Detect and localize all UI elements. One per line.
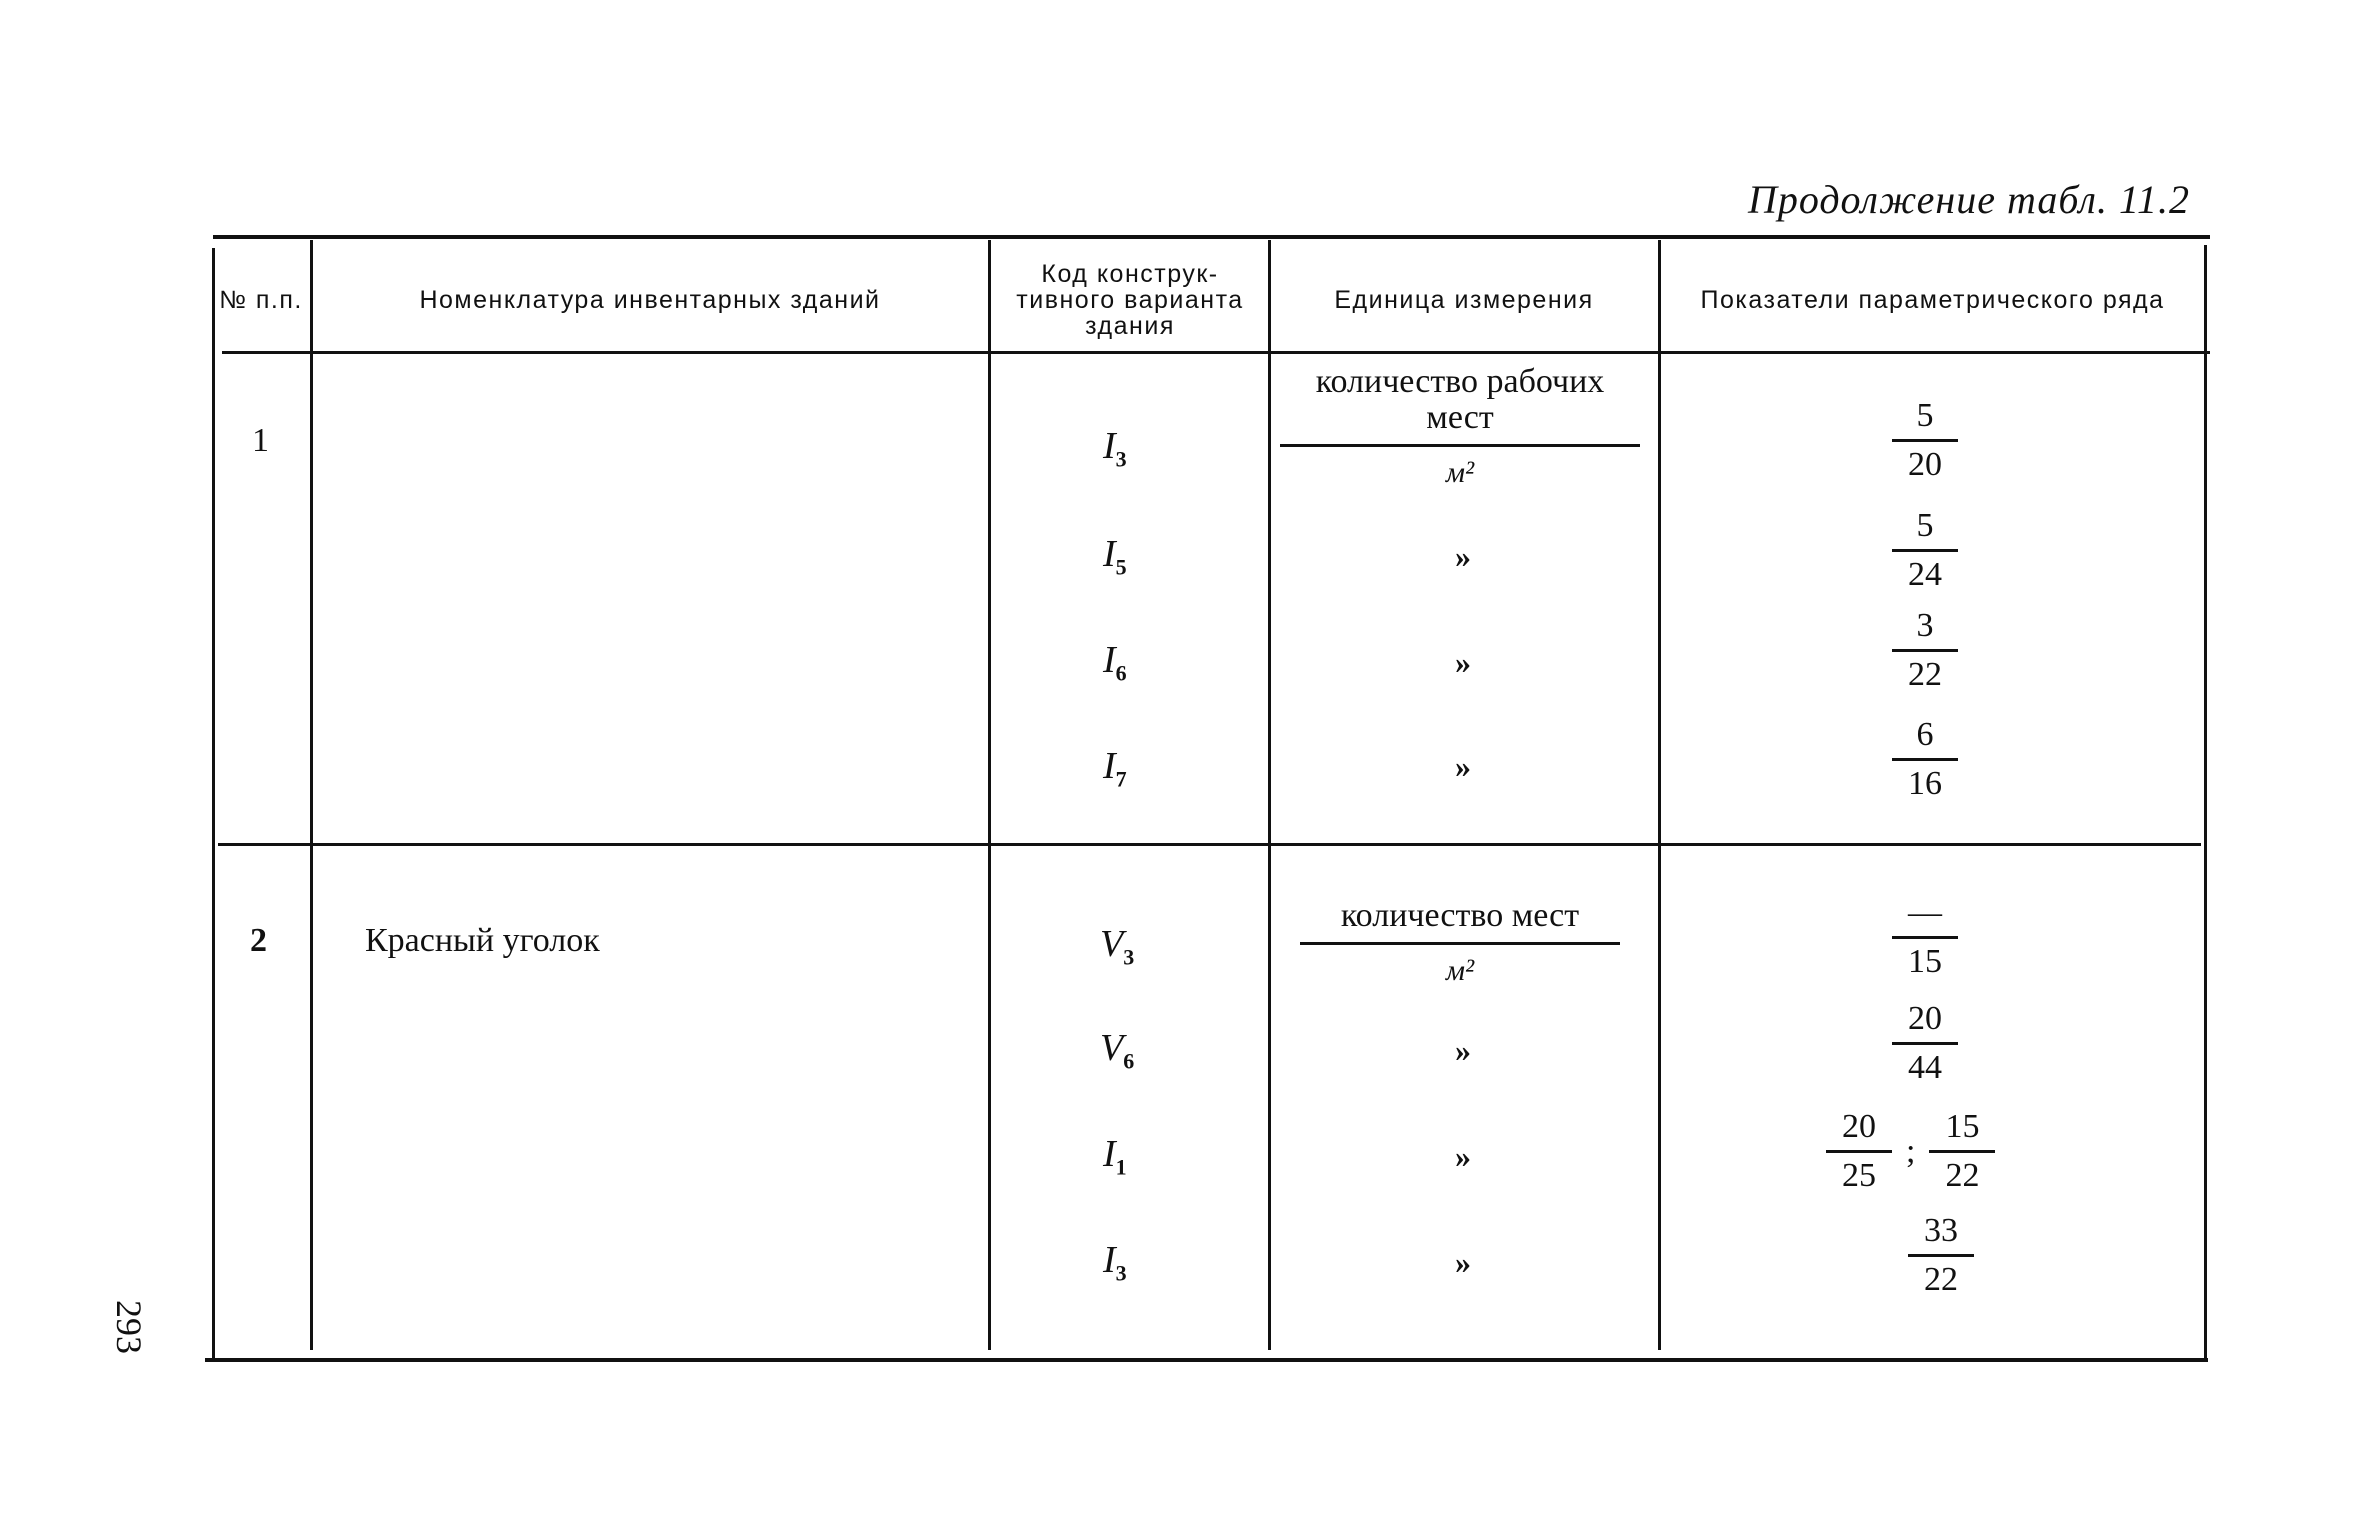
variant-code: $I_6$	[1103, 639, 1127, 686]
fraction-bar	[1892, 649, 1958, 652]
variant-code: $I_1$	[1103, 1133, 1127, 1180]
fraction-denominator: 20	[1908, 446, 1942, 483]
ditto-mark: »	[1455, 1032, 1471, 1068]
fraction-bar	[1892, 1042, 1958, 1045]
unit-fraction	[1280, 364, 1640, 491]
variant-code: $I_3$	[1103, 425, 1127, 472]
fraction-denominator: 25	[1842, 1157, 1876, 1194]
table-caption: Продолжение табл. 11.2	[1747, 177, 2190, 222]
header-params: Показатели параметрического ряда	[1700, 286, 2165, 314]
fraction-denominator: 22	[1924, 1261, 1958, 1298]
unit-numerator: количество рабочих мест	[1315, 363, 1605, 436]
header-unit: Единица измерения	[1334, 286, 1594, 314]
fraction-numerator: 6	[1916, 716, 1934, 753]
column-divider	[1268, 240, 1271, 1350]
unit-fraction	[1300, 898, 1620, 989]
fraction-denominator: 44	[1908, 1049, 1942, 1086]
row-divider	[218, 843, 2201, 846]
variant-code: $V_3$	[1100, 923, 1135, 970]
fraction-bar	[1892, 936, 1958, 939]
page-number: 293	[109, 1300, 149, 1354]
column-divider	[310, 240, 313, 1350]
table-bottom-rule	[205, 1358, 2208, 1362]
variant-code: $I_5$	[1103, 533, 1127, 580]
fraction-numerator: 20	[1842, 1108, 1876, 1145]
variant-code: $I_3$	[1103, 1239, 1127, 1286]
param-fraction	[1892, 397, 1958, 484]
row-name: Красный уголок	[365, 922, 600, 959]
fraction-bar	[1826, 1150, 1892, 1153]
ditto-mark: »	[1455, 538, 1471, 574]
header-name: Номенклатура инвентарных зданий	[419, 286, 881, 314]
fraction-separator: ;	[1906, 1132, 1916, 1170]
fraction-bar	[1929, 1150, 1995, 1153]
ditto-mark: »	[1455, 1138, 1471, 1174]
param-fraction	[1892, 1000, 1958, 1087]
param-fraction	[1908, 1212, 1974, 1299]
fraction-numerator: 5	[1916, 397, 1934, 434]
column-divider	[1658, 240, 1661, 1350]
unit-numerator: количество мест	[1340, 897, 1580, 934]
row-number: 1	[252, 422, 269, 459]
param-fraction	[1892, 894, 1958, 981]
table-top-rule	[213, 235, 2210, 239]
fraction-numerator: 33	[1924, 1212, 1958, 1249]
fraction-bar	[1280, 444, 1640, 447]
param-fraction-pair	[1826, 1108, 1995, 1195]
unit-denominator: м²	[1445, 954, 1475, 987]
param-fraction	[1892, 607, 1958, 694]
unit-denominator: м²	[1445, 456, 1475, 489]
ditto-mark: »	[1455, 644, 1471, 680]
ditto-mark: »	[1455, 748, 1471, 784]
ditto-mark: »	[1455, 1244, 1471, 1280]
fraction-numerator: 20	[1908, 1000, 1942, 1037]
fraction-denominator: 22	[1908, 656, 1942, 693]
fraction-bar	[1300, 942, 1620, 945]
param-fraction	[1929, 1108, 1995, 1195]
variant-code: $I_7$	[1103, 745, 1127, 792]
column-divider	[212, 248, 215, 1358]
fraction-denominator: 15	[1908, 943, 1942, 980]
param-fraction	[1892, 716, 1958, 803]
header-bottom-rule	[222, 351, 2210, 354]
fraction-numerator: 15	[1945, 1108, 1980, 1145]
variant-code: $V_6$	[1100, 1027, 1135, 1074]
fraction-numerator: 5	[1916, 507, 1934, 544]
fraction-denominator: 16	[1908, 765, 1942, 802]
fraction-denominator: 22	[1945, 1157, 1980, 1194]
column-divider	[2204, 245, 2207, 1360]
param-fraction	[1892, 507, 1958, 594]
header-code: Код конструк-тивного варианта здания	[1016, 260, 1244, 340]
fraction-numerator: 3	[1916, 607, 1934, 644]
fraction-bar	[1892, 439, 1958, 442]
header-no: № п.п.	[219, 286, 303, 314]
fraction-bar	[1892, 758, 1958, 761]
fraction-bar	[1908, 1254, 1974, 1257]
fraction-numerator: —	[1908, 894, 1942, 931]
column-divider	[988, 240, 991, 1350]
fraction-denominator: 24	[1908, 556, 1942, 593]
param-fraction	[1826, 1108, 1892, 1195]
fraction-bar	[1892, 549, 1958, 552]
row-number: 2	[250, 922, 267, 959]
